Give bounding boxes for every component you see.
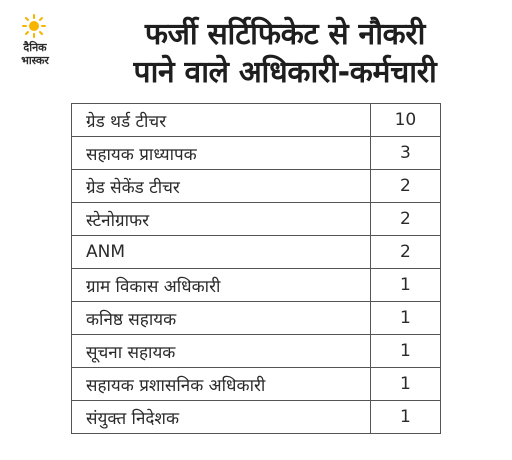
- title-line1: फर्जी सर्टिफिकेट से नौकरी: [144, 17, 426, 52]
- table-row: [72, 104, 441, 137]
- table-row: [72, 236, 441, 269]
- designation-cell: संयुक्त निदेशक: [72, 401, 371, 434]
- count-cell: 1: [370, 368, 440, 401]
- designation-cell: ग्रेड सेकेंड टीचर: [72, 170, 371, 203]
- logo-text-line2: भास्कर: [21, 54, 49, 67]
- designation-cell: सहायक प्राध्यापक: [72, 137, 371, 170]
- dainik-bhaskar-logo: [8, 14, 62, 74]
- designation-cell: सहायक प्रशासनिक अधिकारी: [72, 368, 371, 401]
- count-cell: 10: [370, 104, 440, 137]
- logo-text-line1: दैनिक: [23, 41, 47, 54]
- page-title: [70, 16, 500, 92]
- designation-count-table: [71, 103, 441, 434]
- count-cell: 2: [370, 203, 440, 236]
- count-cell: 1: [370, 302, 440, 335]
- designation-cell: ग्रेड थर्ड टीचर: [72, 104, 371, 137]
- designation-cell: ANM: [72, 236, 371, 269]
- designation-cell: कनिष्ठ सहायक: [72, 302, 371, 335]
- designation-cell: स्टेनोग्राफर: [72, 203, 371, 236]
- table-row: [72, 269, 441, 302]
- table-row: [72, 137, 441, 170]
- sun-logo-icon: [22, 14, 46, 38]
- designation-cell: ग्राम विकास अधिकारी: [72, 269, 371, 302]
- count-cell: 2: [370, 170, 440, 203]
- table-row: [72, 302, 441, 335]
- count-cell: 1: [370, 269, 440, 302]
- table-row: [72, 368, 441, 401]
- count-cell: 1: [370, 335, 440, 368]
- count-cell: 3: [370, 137, 440, 170]
- header: [0, 0, 512, 100]
- table-row: [72, 170, 441, 203]
- table-row: [72, 203, 441, 236]
- table-row: [72, 401, 441, 434]
- count-cell: 1: [370, 401, 440, 434]
- count-cell: 2: [370, 236, 440, 269]
- table-row: [72, 335, 441, 368]
- title-line2: पाने वाले अधिकारी-कर्मचारी: [133, 55, 437, 90]
- designation-cell: सूचना सहायक: [72, 335, 371, 368]
